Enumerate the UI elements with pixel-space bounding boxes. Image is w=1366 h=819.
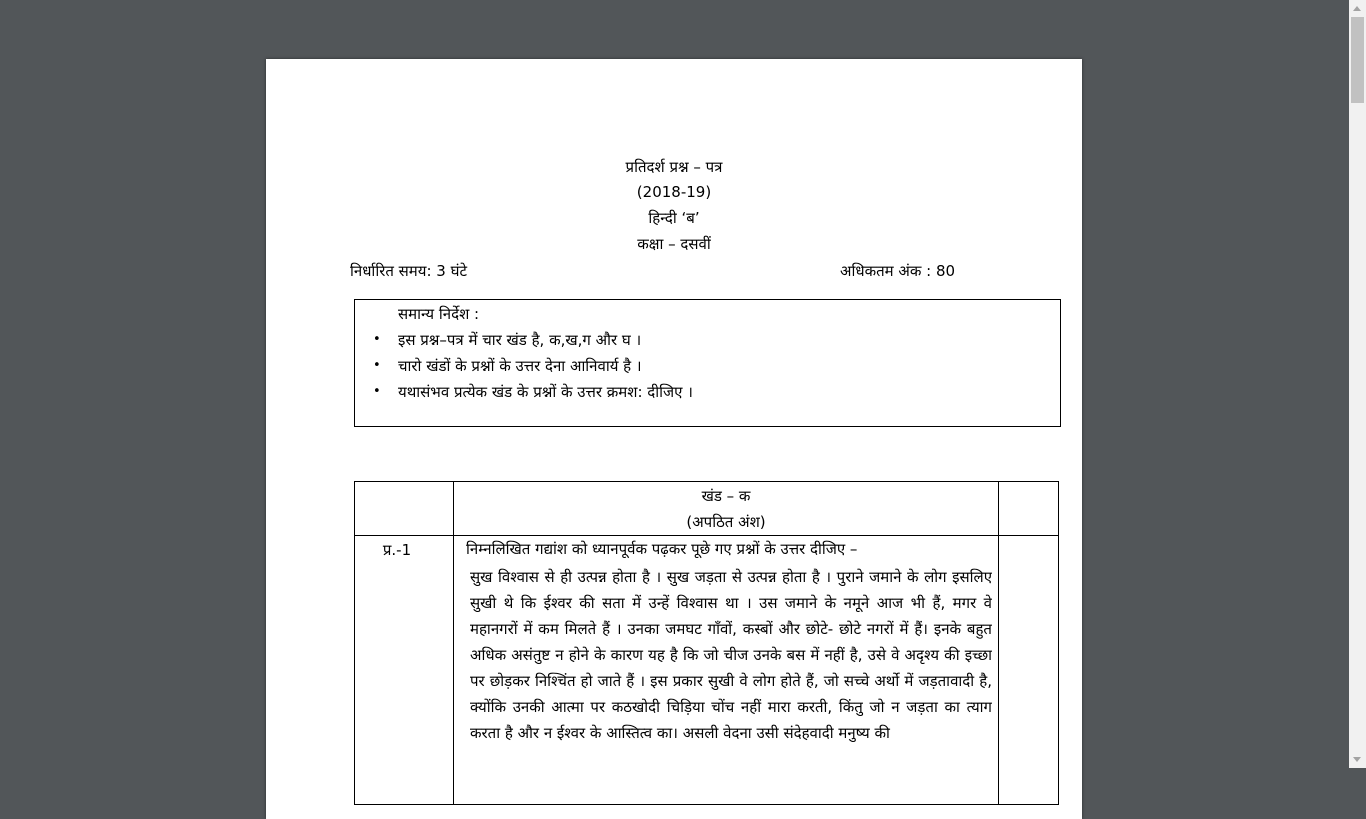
section-heading: खंड – क (701, 487, 751, 505)
vertical-scrollbar[interactable] (1349, 0, 1366, 768)
instruction-text: यथासंभव प्रत्येक खंड के प्रश्नों के उत्तर क्रमश: दीजिए । (398, 383, 693, 401)
question-instruction: निम्नलिखित गद्यांश को ध्यानपूर्वक पढ़कर पूछे गए प्रश्नों के उत्तर दीजिए – (466, 540, 858, 558)
time-allowed: निर्धारित समय: 3 घंटे (350, 262, 468, 280)
scroll-up-icon[interactable] (1349, 0, 1366, 17)
paper-year: (2018-19) (636, 183, 712, 201)
question-number: प्र.-1 (355, 536, 454, 805)
section-heading-cell (454, 482, 999, 536)
passage-text: सुख विश्वास से ही उत्पन्न होता है । सुख जड़ता से उत्पन्न होता है । पुराने जमाने के लोग इसलिए सुखी थे कि ईश्वर की सता में उन्हें विश्वास था । उस जमाने के नमूने आज भी हैं, मगर वे महानगरों में कम मिलते हैं । उनका जमघट गाँवों, कस्बों और छोटे- छोटे नगरों में हैं। इनके बहुत अधिक असंतुष्ट न होने के कारण यह है कि जो चीज उनके बस में नहीं है, उसे वे अदृश्य की इच्छा पर छोड़कर निश्चिंत हो जाते हैं । इस प्रकार सुखी वे लोग होते हैं, जो सच्चे अर्थो में जड़तावादी है, क्योंकि उनकी आत्मा पर कठखोदी चिड़िया चोंच नहीं मारा करती, किंतु जो न जड़ता का त्याग करता है और न ईश्वर के आस्तित्व का। असली वेदना उसी संदेहवादी मनुष्य की (470, 568, 992, 742)
paper-subject: हिन्दी ‘ब’ (648, 209, 700, 227)
instruction-item (355, 382, 1060, 408)
empty-cell (355, 482, 454, 536)
bullet-icon: • (373, 358, 381, 373)
max-marks: अधिकतम अंक : 80 (840, 262, 956, 280)
instruction-item (355, 356, 1060, 382)
paper-title: प्रतिदर्श प्रश्न – पत्र (625, 158, 723, 176)
section-header-row (355, 482, 1059, 536)
instruction-text: चारो खंडों के प्रश्नों के उत्तर देना आनिवार्य है । (398, 357, 642, 375)
question-table (354, 481, 1059, 805)
marks-cell (999, 536, 1059, 805)
bullet-icon: • (373, 384, 381, 399)
instruction-text: इस प्रश्न–पत्र में चार खंड है, क,ख,ग और घ । (398, 331, 642, 349)
instruction-item (355, 330, 1060, 356)
marks-cell (999, 482, 1059, 536)
section-subheading: (अपठित अंश) (686, 513, 766, 531)
document-page (266, 59, 1082, 819)
question-row (355, 536, 1059, 805)
question-text-cell (454, 536, 999, 805)
scrollbar-thumb[interactable] (1351, 17, 1364, 103)
bullet-icon: • (373, 332, 381, 347)
instructions-list (355, 330, 1060, 408)
general-instructions-box (354, 299, 1061, 427)
instructions-title: समान्य निर्देश : (398, 305, 480, 323)
paper-class: कक्षा – दसवीं (637, 235, 711, 253)
scroll-down-icon[interactable] (1349, 751, 1366, 768)
